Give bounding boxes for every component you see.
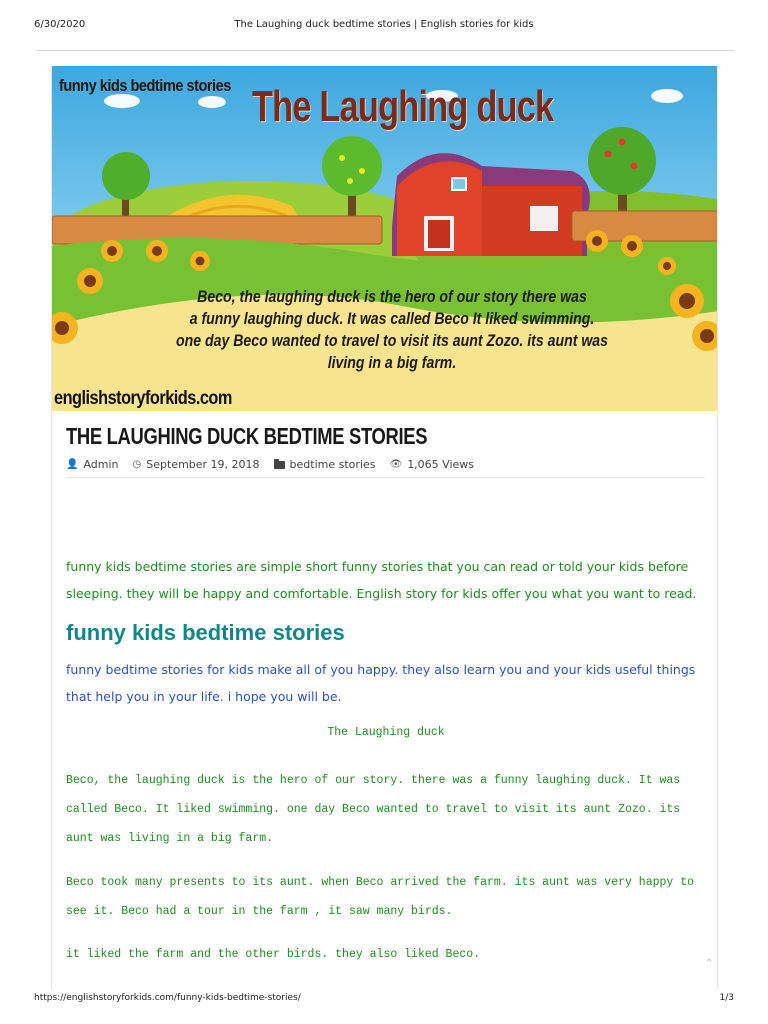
banner-caption-line: one day Beco wanted to travel to visit its aunt Zozo. its aunt was living in a big farm. [175, 331, 608, 372]
scroll-up-icon[interactable]: ⌃ [705, 958, 714, 969]
meta-author[interactable] [66, 458, 119, 471]
story-paragraph: Beco took many presents to its aunt. when Beco arrived the farm. its aunt was very happy to see it. Beco had a tour in the farm , it saw many birds. [66, 876, 695, 918]
view-count: 1,065 Views [407, 458, 475, 471]
clock-icon: ◷ [132, 459, 142, 470]
folder-icon [274, 461, 285, 469]
banner-caption-line: a funny laughing duck. It was called Beco It liked swimming. [189, 309, 595, 328]
banner-caption [160, 286, 625, 374]
user-icon: 👤 [66, 459, 79, 470]
print-date: 6/30/2020 [34, 19, 86, 30]
article [51, 66, 718, 990]
post-title: THE LAUGHING DUCK BEDTIME STORIES [66, 423, 428, 449]
meta-date [133, 458, 260, 471]
story-paragraph: Beco, the laughing duck is the hero of our story. there was a funny laughing duck. It was called Beco. It liked swimming. one day Beco wanted to travel to visit its aunt Zozo. its aunt was living in a big farm. [66, 774, 681, 845]
featured-image [52, 66, 718, 411]
eye-icon: 👁 [389, 459, 403, 470]
print-page-title: The Laughing duck bedtime stories | English stories for kids [234, 19, 534, 30]
banner-site-name: englishstoryforkids.com [54, 388, 232, 409]
meta-category[interactable] [274, 458, 376, 471]
banner-label: funny kids bedtime stories [59, 76, 231, 95]
post-meta [66, 458, 705, 478]
author-name[interactable]: Admin [83, 458, 119, 471]
print-page-number: 1/3 [719, 993, 734, 1003]
banner-caption-line: Beco, the laughing duck is the hero of our story there was [197, 287, 587, 306]
category-link[interactable]: bedtime stories [289, 458, 376, 471]
post-date: September 19, 2018 [146, 458, 260, 471]
story-paragraph: it liked the farm and the other birds. they also liked Beco. [66, 948, 481, 961]
print-header [0, 0, 768, 40]
section-heading: funny kids bedtime stories [66, 620, 345, 645]
meta-views [389, 458, 474, 471]
banner-title: The Laughing duck [252, 82, 554, 131]
story-title: The Laughing duck [327, 726, 445, 739]
intro-paragraph: funny kids bedtime stories are simple short funny stories that you can read or told your kids before sleeping. they will be happy and comfortable. English story for kids offer you what you want to read. [66, 559, 697, 601]
section-paragraph: funny bedtime stories for kids make all of you happy. they also learn you and your kids useful things that help you in your life. i hope you will be. [66, 662, 696, 704]
header-divider [36, 50, 734, 51]
print-url: https://englishstoryforkids.com/funny-kids-bedtime-stories/ [34, 993, 301, 1003]
